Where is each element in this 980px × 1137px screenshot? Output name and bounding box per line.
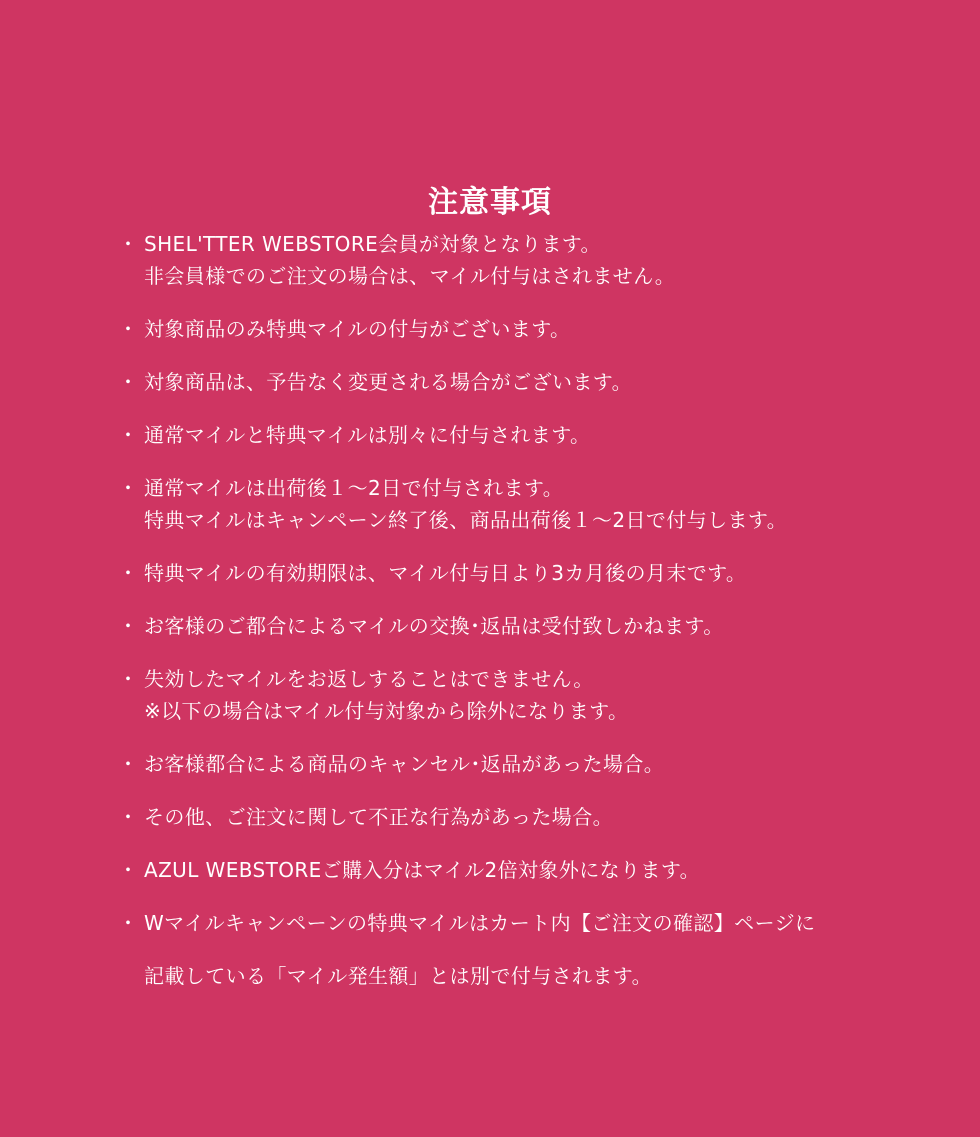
notice-text: 通常マイルと特典マイルは別々に付与されます。 (144, 423, 591, 447)
bullet-icon: ・ (118, 858, 139, 882)
notice-item-cancellation (118, 748, 878, 780)
notice-text: お客様のご都合によるマイルの交換･返品は受付致しかねます。 (144, 614, 724, 638)
notice-list (118, 228, 878, 1013)
notice-text: AZUL WEBSTOREご購入分はマイル2倍対象外になります。 (144, 858, 701, 882)
notice-text: 記載している「マイル発生額」とは別で付与されます。 (144, 964, 652, 988)
notice-item-no-exchange (118, 610, 878, 642)
notice-item-separate-award (118, 419, 878, 451)
notice-text: 対象商品は、予告なく変更される場合がございます。 (144, 370, 632, 394)
bullet-icon: ・ (118, 232, 139, 256)
bullet-icon: ・ (118, 476, 139, 500)
bullet-icon: ・ (118, 614, 139, 638)
notice-text: 非会員様でのご注文の場合は、マイル付与はされません。 (144, 264, 676, 288)
notice-item-membership (118, 228, 878, 292)
notice-item-award-timing (118, 472, 878, 536)
bullet-icon: ・ (118, 911, 139, 935)
notice-text: お客様都合による商品のキャンセル･返品があった場合。 (144, 752, 665, 776)
bullet-icon: ・ (118, 370, 139, 394)
bullet-icon: ・ (118, 752, 139, 776)
notice-item-w-miles (118, 907, 878, 992)
bullet-icon: ・ (118, 561, 139, 585)
notice-text: SHEL'TTER WEBSTORE会員が対象となります。 (144, 232, 601, 256)
notice-text: 特典マイルの有効期限は、マイル付与日より3カ月後の月末です。 (144, 561, 747, 585)
bullet-icon: ・ (118, 805, 139, 829)
notice-item-expiry (118, 557, 878, 589)
notice-title: 注意事項 (428, 184, 552, 220)
notice-text: 通常マイルは出荷後１〜2日で付与されます。 (144, 476, 564, 500)
notice-item-fraud (118, 801, 878, 833)
notice-text: その他、ご注文に関して不正な行為があった場合。 (144, 805, 613, 829)
notice-item-expired-miles (118, 663, 878, 727)
notice-text: 特典マイルはキャンペーン終了後、商品出荷後１〜2日で付与します。 (144, 508, 788, 532)
bullet-icon: ・ (118, 667, 139, 691)
notice-item-target-products (118, 313, 878, 345)
notice-item-product-changes (118, 366, 878, 398)
bullet-icon: ・ (118, 423, 139, 447)
bullet-icon: ・ (118, 317, 139, 341)
notice-text: Wマイルキャンペーンの特典マイルはカート内【ご注文の確認】ページに (144, 911, 816, 935)
notice-item-azul-exclusion (118, 854, 878, 886)
notice-text: ※以下の場合はマイル付与対象から除外になります。 (144, 699, 629, 723)
notice-text: 対象商品のみ特典マイルの付与がございます。 (144, 317, 571, 341)
notice-text: 失効したマイルをお返しすることはできません。 (144, 667, 594, 691)
